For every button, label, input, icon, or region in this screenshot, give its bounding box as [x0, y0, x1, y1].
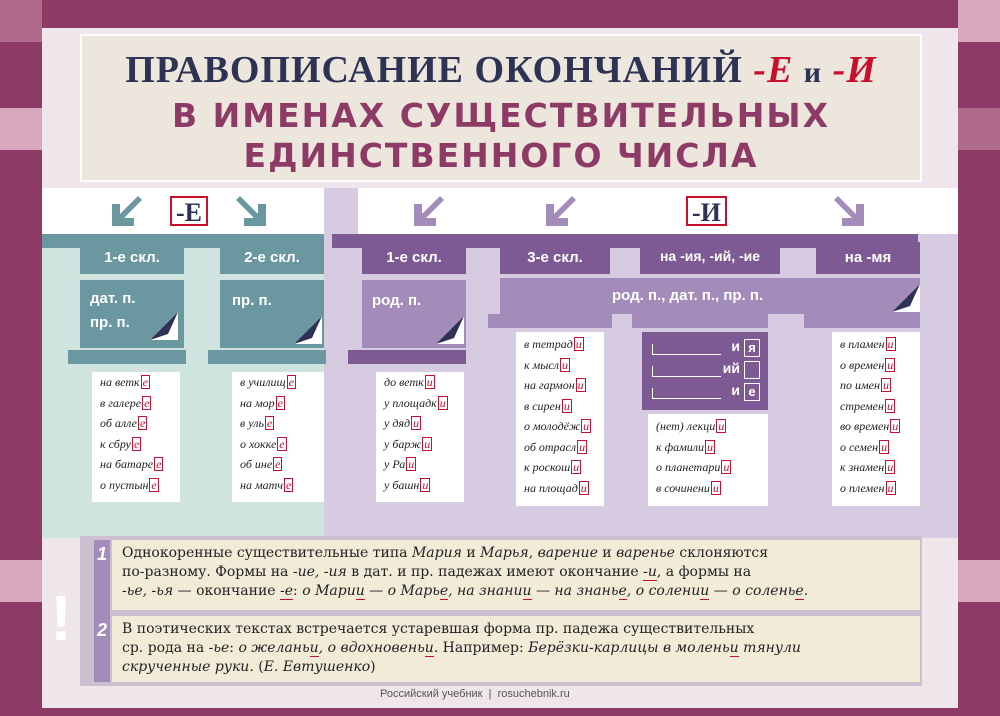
stack-edge [348, 350, 466, 364]
example-word [656, 437, 768, 458]
example-word [840, 396, 920, 417]
example-stem: к мысл [524, 357, 559, 372]
note-number-1: 1 [96, 544, 107, 564]
stack-edge [632, 314, 768, 328]
example-word [240, 393, 324, 414]
example-word [656, 478, 768, 499]
column-1-case-2: пр. п. [90, 314, 130, 331]
column-4-header: 3-е скл. [500, 242, 610, 274]
example-stem: в уль [240, 416, 264, 430]
example-ending: е [156, 457, 162, 471]
note-2: В поэтических текстах встречается устаревшая форма пр. падежа существительных ср. рода на -ье: о желаньи, о вдохновеньи. Например: Берёзки-карлицы в моленьи тянули скрученные руки. (Е. Евтушенко) [112, 616, 920, 682]
scheme-row [652, 360, 764, 382]
example-ending: и [882, 378, 889, 392]
example-stem: у площадк [384, 395, 437, 410]
scheme-stem-line [652, 344, 721, 355]
example-stem: об ине [240, 457, 273, 471]
example-stem: у барж [384, 436, 422, 451]
example-ending: е [286, 477, 292, 492]
frame-square [0, 560, 42, 602]
fold-corner-icon [150, 312, 178, 340]
example-word [384, 372, 464, 393]
example-stem: об алле [100, 416, 137, 430]
example-stem: в училищ [240, 375, 286, 389]
tag-ending-e: -Е [170, 196, 208, 226]
title-ending-i: -И [832, 49, 877, 91]
column-3-examples-card [376, 372, 464, 502]
example-word [656, 416, 768, 437]
example-ending: е [277, 395, 283, 410]
example-stem: к знамен [840, 460, 885, 474]
example-word [840, 437, 920, 458]
example-word [524, 355, 604, 376]
example-ending: и [886, 398, 893, 413]
example-word [240, 454, 324, 475]
example-stem: о племен [840, 480, 885, 495]
example-stem: в галере [100, 395, 142, 410]
arrow-down-right-icon [832, 194, 866, 228]
scheme-row [652, 338, 764, 360]
example-word [840, 416, 920, 437]
example-word [524, 416, 604, 437]
footer: Российский учебник | rosuchebnik.ru [380, 688, 570, 700]
example-stem: у Ра [384, 457, 406, 471]
tag-ending-i: -И [686, 196, 727, 226]
fold-corner-icon [294, 316, 322, 344]
scheme-box: я [744, 339, 760, 357]
example-ending: и [424, 436, 431, 451]
example-stem: к роскош [524, 460, 571, 474]
example-ending: е [279, 436, 285, 451]
example-stem: (нет) лекци [656, 419, 716, 433]
example-stem: на батаре [100, 457, 154, 471]
example-ending: е [142, 375, 148, 389]
example-word [384, 475, 464, 496]
example-stem: к сбру [100, 436, 131, 451]
column-2-case-1: пр. п. [232, 292, 272, 309]
example-ending: и [723, 460, 730, 474]
scheme-stem-line [652, 388, 721, 399]
example-word [384, 393, 464, 414]
example-stem: о молодёж [524, 419, 581, 433]
frame-square [0, 0, 42, 42]
publisher-logo: Российский учебник [380, 688, 483, 700]
example-ending: и [408, 457, 415, 471]
note-number-2: 2 [96, 620, 107, 640]
example-stem: в пламен [840, 337, 885, 351]
shared-case-label: род. п., дат. п., пр. п. [612, 287, 764, 304]
example-word [524, 334, 604, 355]
example-ending: и [413, 416, 420, 430]
example-word [100, 413, 180, 434]
example-ending: и [887, 460, 894, 474]
example-word [524, 457, 604, 478]
scheme-box [744, 361, 760, 379]
scheme-row [652, 382, 764, 404]
example-ending: и [718, 419, 725, 433]
stack-edge [208, 350, 326, 364]
example-word [524, 437, 604, 458]
title-box [80, 34, 922, 182]
example-word [656, 457, 768, 478]
title-ending-e: -Е [753, 49, 794, 91]
example-stem: у дяд [384, 416, 411, 430]
example-ending: и [439, 395, 446, 410]
example-ending: и [561, 357, 568, 372]
column-3-case-1: род. п. [372, 292, 422, 309]
exclamation-mark: ! [50, 582, 72, 654]
title-line-1 [82, 48, 920, 92]
example-word [840, 355, 920, 376]
column-6-examples-card [832, 332, 920, 506]
example-stem: стремен [840, 398, 884, 413]
example-stem: о времен [840, 357, 885, 372]
example-word [240, 413, 324, 434]
arrow-down-left-icon [412, 194, 446, 228]
example-word [240, 475, 324, 496]
arrow-down-left-icon [110, 194, 144, 228]
example-word [840, 457, 920, 478]
example-stem: на площад [524, 480, 578, 495]
example-ending: и [579, 439, 586, 454]
column-3-header: 1-е скл. [362, 242, 466, 274]
example-ending: и [887, 480, 894, 495]
column-1-header: 1-е скл. [80, 242, 184, 274]
example-word [100, 393, 180, 414]
note-1: Однокоренные существительные типа Мария и Марья, варение и варенье склоняются по-разному. Формы на -ие, -ия в дат. и пр. падежах имеют окончание -и, а формы на -ье, -ья — окончание -е: о Марии — о Марье, на знании — на знанье, о солении — о соленье. [112, 540, 920, 610]
example-word [384, 434, 464, 455]
example-ending: и [580, 480, 587, 495]
stack-edge [68, 350, 186, 364]
example-stem: на матч [240, 477, 284, 492]
stack-edge [804, 314, 920, 328]
example-stem: на гармон [524, 378, 575, 392]
title-line-2: В ИМЕНАХ СУЩЕСТВИТЕЛЬНЫХ [171, 96, 831, 135]
example-word [100, 372, 180, 393]
example-ending: и [881, 439, 888, 454]
example-ending: и [583, 419, 590, 433]
example-stem: о планетари [656, 460, 721, 474]
example-word [100, 454, 180, 475]
example-stem: на ветк [100, 375, 140, 389]
example-word [524, 375, 604, 396]
column-2-examples-card [232, 372, 324, 502]
column-5-header: на -ия, -ий, -ие [640, 238, 780, 274]
example-ending: и [573, 460, 580, 474]
example-ending: е [266, 416, 273, 430]
example-word [384, 454, 464, 475]
example-stem: до ветк [384, 375, 424, 389]
column-4-examples-card [516, 332, 604, 506]
arrow-down-right-icon [234, 194, 268, 228]
title-line-3: ЕДИНСТВЕННОГО ЧИСЛА [243, 136, 759, 175]
frame-square [958, 560, 1000, 602]
arrow-down-left-icon [544, 194, 578, 228]
example-ending: и [707, 439, 714, 454]
scheme-letter: и [731, 382, 740, 398]
frame-square [0, 108, 42, 150]
example-ending: е [144, 395, 150, 410]
example-ending: и [887, 357, 894, 372]
example-ending: е [275, 457, 281, 471]
column-1-case-1: дат. п. [90, 290, 136, 307]
example-ending: е [133, 436, 140, 451]
example-stem: в сирен [524, 398, 561, 413]
example-word [100, 475, 180, 496]
example-ending: и [887, 337, 894, 351]
example-word [384, 413, 464, 434]
example-stem: к фамили [656, 439, 705, 454]
example-ending: и [712, 480, 719, 495]
example-stem: по имен [840, 378, 880, 392]
example-word [524, 396, 604, 417]
example-stem: о пустын [100, 477, 149, 492]
scheme-stem-line [652, 366, 721, 377]
example-stem: о семен [840, 439, 879, 454]
example-stem: у башн [384, 477, 420, 492]
example-word [840, 375, 920, 396]
example-word [840, 334, 920, 355]
column-1-examples-card [92, 372, 180, 502]
example-stem: на мор [240, 395, 275, 410]
example-stem: об отрасл [524, 439, 577, 454]
example-stem: во времен [840, 419, 890, 433]
scheme-box: е [744, 383, 760, 401]
column-6-header: на -мя [816, 242, 920, 274]
example-stem: о хокке [240, 436, 277, 451]
example-ending: и [563, 398, 570, 413]
example-word [840, 478, 920, 499]
example-ending: и [426, 375, 433, 389]
scheme-letter: ий [722, 360, 740, 376]
frame-square [958, 108, 1000, 150]
site-link[interactable]: rosuchebnik.ru [497, 688, 570, 700]
stack-edge [488, 314, 612, 328]
title-prefix: ПРАВОПИСАНИЕ ОКОНЧАНИЙ [125, 49, 743, 91]
scheme-letter: и [731, 338, 740, 354]
example-stem: в тетрад [524, 337, 573, 351]
fold-corner-icon [892, 284, 920, 312]
example-ending: и [892, 419, 899, 433]
example-ending: е [288, 375, 294, 389]
frame-square [958, 0, 1000, 42]
example-word [240, 434, 324, 455]
example-word [240, 372, 324, 393]
example-ending: и [577, 378, 584, 392]
example-ending: е [139, 416, 146, 430]
ending-scheme [652, 338, 764, 404]
example-word [524, 478, 604, 499]
fold-corner-icon [436, 316, 464, 344]
example-stem: в сочинени [656, 480, 710, 495]
example-ending: и [575, 337, 582, 351]
example-word [100, 434, 180, 455]
title-conjunction: и [803, 56, 823, 89]
column-5-examples-card [648, 414, 768, 506]
column-2-header: 2-е скл. [220, 242, 324, 274]
example-ending: е [151, 477, 157, 492]
example-ending: и [422, 477, 429, 492]
